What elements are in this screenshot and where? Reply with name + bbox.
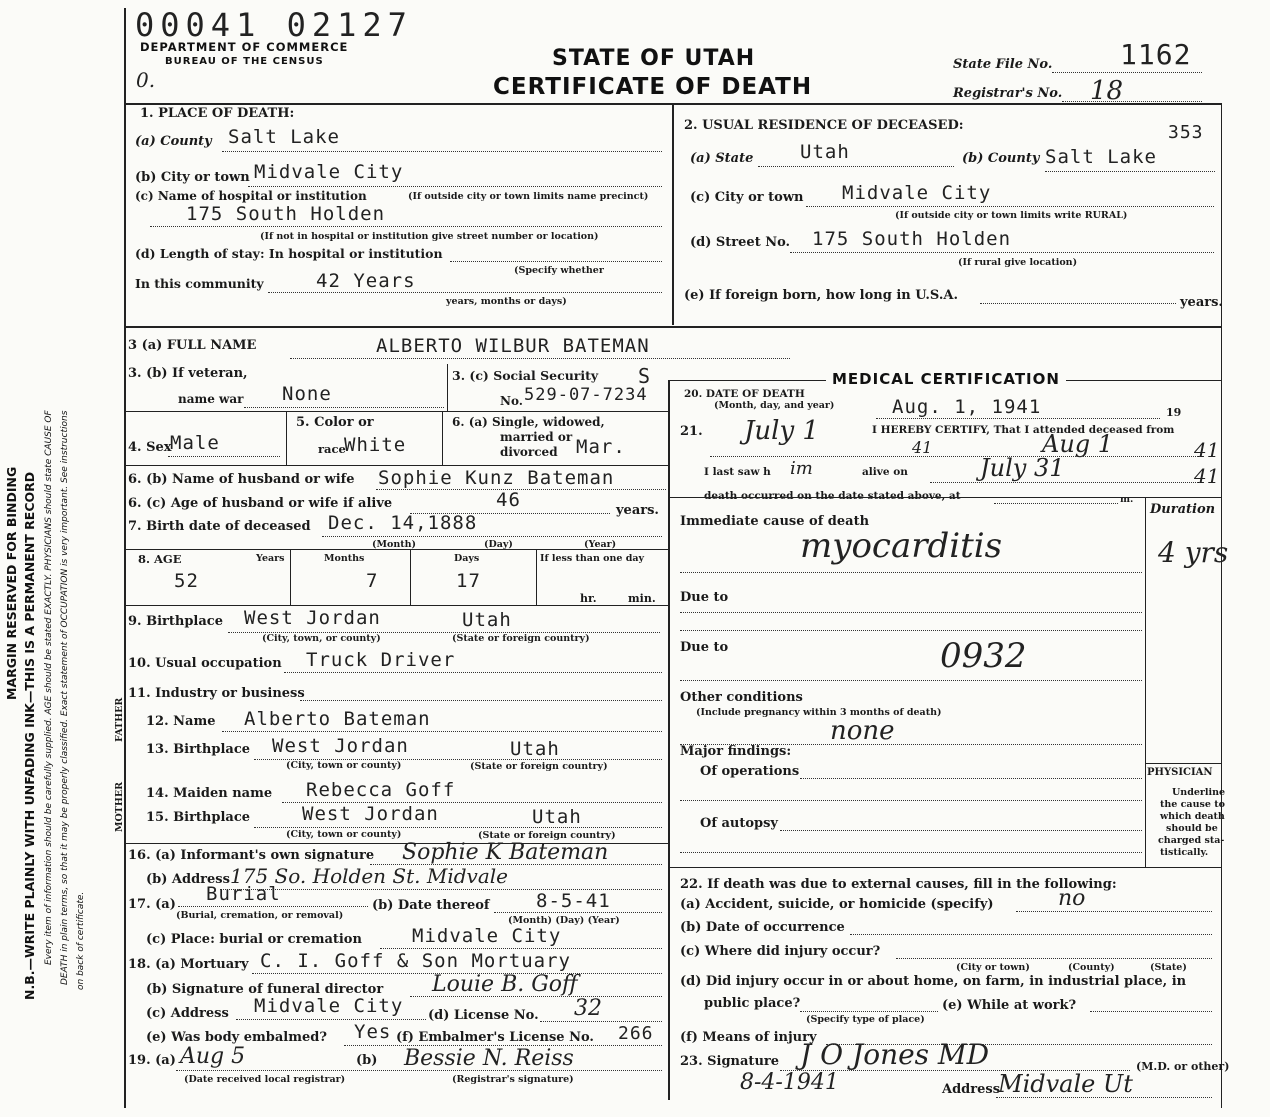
operations-underline-2 bbox=[680, 800, 1142, 801]
embalmer-license-value: 266 bbox=[618, 1023, 654, 1044]
birthplace-state-caption: (State or foreign country) bbox=[452, 633, 590, 644]
row-rule-age bbox=[124, 605, 668, 606]
age-months-caption: Months bbox=[324, 553, 365, 564]
death-year-suffix: 19 bbox=[1166, 406, 1182, 419]
veteran-ss-divider bbox=[447, 364, 448, 412]
mother-side-label: MOTHER bbox=[114, 782, 125, 832]
operations-label: Of operations bbox=[700, 764, 800, 779]
age-label: 8. AGE bbox=[138, 552, 182, 566]
public-place-label: public place? bbox=[704, 996, 801, 1011]
instructions-line-3: on back of certificate. bbox=[76, 891, 86, 990]
father-city-caption: (City, town or county) bbox=[286, 760, 402, 771]
occurrence-label: (b) Date of occurrence bbox=[680, 920, 845, 935]
birth-label: 7. Birth date of deceased bbox=[128, 519, 311, 534]
registrar-number-label: Registrar's No. bbox=[953, 86, 1063, 101]
operations-underline bbox=[800, 778, 1142, 779]
director-label: (b) Signature of funeral director bbox=[146, 982, 384, 997]
burial-place: Midvale City bbox=[412, 925, 562, 947]
due-to-2-label: Due to bbox=[680, 640, 729, 655]
father-name-value: Alberto Bateman bbox=[244, 708, 431, 730]
embalmer-license-label: (f) Embalmer's License No. bbox=[396, 1030, 594, 1045]
sex-label: 4. Sex bbox=[128, 440, 172, 455]
burial-place-underline bbox=[380, 948, 662, 949]
frame-left bbox=[124, 8, 126, 1108]
medical-heading: MEDICAL CERTIFICATION bbox=[826, 370, 1066, 388]
death-occurred-underline bbox=[994, 503, 1118, 504]
duration-label: Duration bbox=[1150, 502, 1216, 517]
cause-value: myocarditis bbox=[800, 526, 1003, 566]
registrar-date: Aug 5 bbox=[180, 1044, 246, 1069]
age-lessday-caption: If less than one day bbox=[540, 553, 645, 564]
corner-mark: 0. bbox=[136, 68, 156, 92]
race-value: White bbox=[344, 434, 407, 456]
date-received-note: (Date received local registrar) bbox=[184, 1074, 346, 1085]
residence-heading: 2. USUAL RESIDENCE OF DECEASED: bbox=[684, 118, 964, 133]
cause-code: 0932 bbox=[940, 636, 1027, 676]
pod-stay-label: (d) Length of stay: In hospital or institution bbox=[135, 246, 443, 261]
burial-method: Burial bbox=[206, 883, 281, 905]
cause-label: Immediate cause of death bbox=[680, 514, 870, 529]
mortuary-address: Midvale City bbox=[254, 995, 404, 1017]
res-county-label: (b) County bbox=[962, 151, 1040, 166]
pod-hospital-value: 175 South Holden bbox=[186, 203, 386, 225]
medical-bottom-rule bbox=[668, 867, 1222, 868]
age-days-value: 17 bbox=[456, 570, 481, 592]
accident-underline bbox=[1016, 911, 1212, 912]
registrar-sig-note: (Registrar's signature) bbox=[452, 1074, 574, 1085]
birth-underline bbox=[322, 536, 662, 537]
autopsy-label: Of autopsy bbox=[700, 816, 778, 831]
mortuary-address-label: (c) Address bbox=[146, 1006, 229, 1021]
instructions-line-1: Every item of information should be carefully supplied. AGE should be stated EXACTLY. PHYSICIANS should state CAUSE OF bbox=[44, 410, 54, 965]
accident-label: (a) Accident, suicide, or homicide (specify) bbox=[680, 897, 994, 912]
where-city-caption: (City or town) bbox=[956, 962, 1030, 973]
attended-to: Aug 1 bbox=[1042, 430, 1114, 458]
res-rural-note: (If rural give location) bbox=[958, 257, 1078, 268]
color-marital-divider bbox=[442, 411, 443, 465]
sex-color-divider bbox=[286, 411, 287, 465]
death-date-underline bbox=[876, 418, 1160, 419]
state-file-number: 1162 bbox=[1120, 38, 1192, 71]
m-label: m. bbox=[1120, 494, 1134, 505]
registrar-underline bbox=[176, 1070, 662, 1071]
age-min-label: min. bbox=[628, 592, 656, 605]
res-street-value: 175 South Holden bbox=[812, 228, 1012, 250]
external-heading: 22. If death was due to external causes, fill in the following: bbox=[680, 877, 1117, 892]
registrar-b-label: (b) bbox=[356, 1053, 378, 1068]
father-birthplace-label: 13. Birthplace bbox=[146, 742, 251, 757]
pod-community-value: 42 Years bbox=[316, 270, 416, 292]
director-underline bbox=[410, 996, 662, 997]
age-divider-3 bbox=[536, 549, 537, 605]
corner-number: 353 bbox=[1168, 122, 1204, 143]
mother-maiden-value: Rebecca Goff bbox=[306, 779, 456, 801]
burial-date-underline bbox=[494, 912, 662, 913]
res-state-label: (a) State bbox=[690, 151, 754, 166]
mother-birthplace-state: Utah bbox=[532, 806, 582, 828]
public-place-underline bbox=[800, 1011, 938, 1012]
alive-on-label: alive on bbox=[862, 466, 908, 478]
birth-month-caption: (Month) bbox=[372, 539, 417, 550]
physician-box-line-3: which death bbox=[1160, 811, 1225, 822]
bureau-label: BUREAU OF THE CENSUS bbox=[165, 56, 324, 67]
pod-community-label: In this community bbox=[135, 276, 264, 291]
physician-box-title: PHYSICIAN bbox=[1147, 767, 1213, 778]
burial-label: 17. (a) bbox=[128, 897, 176, 912]
row-rule-veteran bbox=[124, 411, 668, 412]
duration-divider bbox=[1145, 497, 1146, 867]
registrar-underline bbox=[1062, 101, 1202, 102]
father-birthplace-state: Utah bbox=[510, 738, 560, 760]
age-divider-2 bbox=[410, 549, 411, 605]
father-side-label: FATHER bbox=[114, 697, 125, 742]
pod-city-label: (b) City or town bbox=[135, 170, 250, 185]
burial-place-label: (c) Place: burial or cremation bbox=[146, 932, 362, 947]
type-of-place-caption: (Specify type of place) bbox=[806, 1014, 925, 1025]
birthplace-city-value: West Jordan bbox=[244, 607, 381, 629]
license-value: 32 bbox=[574, 996, 602, 1021]
attended-from-year: 41 bbox=[912, 438, 933, 457]
where-label: (c) Where did injury occur? bbox=[680, 944, 881, 959]
certify-num: 21. bbox=[680, 424, 703, 439]
pod-ymd-note: years, months or days) bbox=[446, 296, 567, 307]
spouse-age-value: 46 bbox=[496, 489, 521, 511]
death-date-value: Aug. 1, 1941 bbox=[892, 396, 1042, 418]
physician-box-top bbox=[1145, 763, 1222, 764]
permanent-record-note: N.B.—WRITE PLAINLY WITH UNFADING INK—THIS IS A PERMANENT RECORD bbox=[22, 471, 37, 1000]
res-city-underline bbox=[806, 206, 1214, 207]
pod-hospital-note: (If not in hospital or institution give street number or location) bbox=[260, 231, 599, 242]
war-underline bbox=[244, 407, 444, 408]
sex-underline bbox=[168, 456, 280, 457]
father-name-underline bbox=[222, 731, 662, 732]
due-to-2-underline bbox=[680, 680, 1142, 681]
burial-date: 8-5-41 bbox=[536, 890, 611, 912]
industry-underline bbox=[300, 700, 662, 701]
pod-county-underline bbox=[222, 151, 662, 152]
section-rule-1 bbox=[124, 326, 1222, 328]
birthplace-label: 9. Birthplace bbox=[128, 614, 223, 629]
burial-method-underline bbox=[178, 906, 368, 907]
major-findings-label: Major findings: bbox=[680, 744, 792, 759]
physician-address: Midvale Ut bbox=[998, 1070, 1133, 1098]
last-saw-label: I last saw h bbox=[704, 466, 771, 478]
war-value: None bbox=[282, 383, 332, 405]
pod-city-value: Midvale City bbox=[254, 161, 404, 183]
war-label: name war bbox=[178, 392, 244, 406]
pod-county-label: (a) County bbox=[135, 134, 212, 149]
res-county-underline bbox=[1045, 171, 1215, 172]
mother-birthplace-label: 15. Birthplace bbox=[146, 810, 251, 825]
pod-hospital-label: (c) Name of hospital or institution bbox=[135, 189, 367, 203]
mortuary-address-underline bbox=[236, 1019, 426, 1020]
informant-address: 175 So. Holden St. Midvale bbox=[230, 864, 508, 888]
marital-label-3: divorced bbox=[500, 445, 558, 459]
occupation-underline bbox=[284, 672, 662, 673]
fullname-label: 3 (a) FULL NAME bbox=[128, 338, 257, 353]
mortuary-label: 18. (a) Mortuary bbox=[128, 957, 249, 972]
duration-value: 4 yrs bbox=[1158, 536, 1229, 569]
other-conditions-label: Other conditions bbox=[680, 690, 803, 705]
res-foreign-label: (e) If foreign born, how long in U.S.A. bbox=[684, 288, 958, 303]
registrar-signature: Bessie N. Reiss bbox=[404, 1046, 574, 1071]
informant-sig-label: 16. (a) Informant's own signature bbox=[128, 848, 375, 863]
state-file-label: State File No. bbox=[953, 57, 1053, 72]
embalmed-value: Yes bbox=[354, 1021, 392, 1043]
spouse-years-label: years. bbox=[616, 503, 659, 518]
marital-label-1: 6. (a) Single, widowed, bbox=[452, 415, 605, 429]
res-years-label: years. bbox=[1180, 295, 1223, 310]
mother-birthplace-city: West Jordan bbox=[302, 803, 439, 825]
ss-mark: S bbox=[638, 364, 652, 388]
ss-label: 3. (c) Social Security bbox=[452, 368, 599, 383]
attended-from: July 1 bbox=[744, 416, 819, 446]
pod-community-underline bbox=[268, 292, 662, 293]
embalmed-label: (e) Was body embalmed? bbox=[146, 1030, 327, 1045]
certify-text: I HEREBY CERTIFY, That I attended deceased from bbox=[872, 424, 1175, 436]
ss-no-label: No. bbox=[500, 394, 523, 408]
other-conditions-note: (Include pregnancy within 3 months of death) bbox=[696, 707, 942, 718]
autopsy-underline bbox=[780, 830, 1142, 831]
spouse-underline bbox=[376, 489, 666, 490]
informant-addr-label: (b) Address bbox=[146, 872, 230, 887]
means-label: (f) Means of injury bbox=[680, 1030, 817, 1045]
occurrence-underline bbox=[850, 934, 1212, 935]
burial-date-label: (b) Date thereof bbox=[372, 898, 490, 913]
occupation-label: 10. Usual occupation bbox=[128, 656, 282, 671]
place-of-death-heading: 1. PLACE OF DEATH: bbox=[140, 106, 295, 121]
pod-city-underline bbox=[248, 186, 662, 187]
attended-to-year: 41 bbox=[1194, 438, 1220, 462]
fullname-value: ALBERTO WILBUR BATEMAN bbox=[376, 335, 650, 357]
row-rule-sex bbox=[124, 465, 668, 466]
spouse-age-label: 6. (c) Age of husband or wife if alive bbox=[128, 496, 393, 511]
res-foreign-underline bbox=[980, 303, 1176, 304]
death-date-note: (Month, day, and year) bbox=[714, 400, 835, 411]
physician-box-line-5: charged sta- bbox=[1158, 835, 1225, 846]
physician-box-line-6: tistically. bbox=[1160, 847, 1209, 858]
fullname-underline bbox=[290, 358, 790, 359]
age-years-caption: Years bbox=[256, 553, 285, 564]
res-street-label: (d) Street No. bbox=[690, 235, 791, 250]
veteran-label: 3. (b) If veteran, bbox=[128, 366, 248, 381]
mortuary-value: C. I. Goff & Son Mortuary bbox=[260, 950, 571, 972]
res-city-value: Midvale City bbox=[842, 182, 992, 204]
color-label: 5. Color or bbox=[296, 415, 374, 430]
father-birthplace-city: West Jordan bbox=[272, 735, 409, 757]
mother-state-caption: (State or foreign country) bbox=[478, 830, 616, 841]
registrar-sig-label: 19. (a) bbox=[128, 1053, 176, 1068]
mother-maiden-label: 14. Maiden name bbox=[146, 786, 273, 801]
birthplace-state-value: Utah bbox=[462, 609, 512, 631]
pod-county-value: Salt Lake bbox=[228, 126, 340, 148]
res-county-value: Salt Lake bbox=[1045, 146, 1157, 168]
where-underline bbox=[896, 958, 1212, 959]
res-street-underline bbox=[790, 252, 1214, 253]
occupation-value: Truck Driver bbox=[306, 649, 456, 671]
autopsy-underline-2 bbox=[680, 852, 1142, 853]
state-file-underline bbox=[1052, 72, 1202, 73]
last-alive-date: July 31 bbox=[980, 454, 1065, 482]
md-or-other-label: (M.D. or other) bbox=[1136, 1060, 1230, 1073]
physician-box-line-4: should be bbox=[1166, 823, 1218, 834]
cert-rule bbox=[668, 497, 1222, 498]
row-rule-birth bbox=[124, 549, 668, 550]
industry-label: 11. Industry or business bbox=[128, 686, 305, 701]
while-at-work-label: (e) While at work? bbox=[942, 998, 1077, 1013]
birth-year-caption: (Year) bbox=[584, 539, 617, 550]
mother-birthplace-underline bbox=[254, 827, 662, 828]
binding-note: MARGIN RESERVED FOR BINDING bbox=[4, 466, 19, 700]
res-state-value: Utah bbox=[800, 141, 850, 163]
res-city-label: (c) City or town bbox=[690, 190, 804, 205]
last-saw-mid: im bbox=[790, 458, 813, 479]
physician-date: 8-4-1941 bbox=[740, 1070, 839, 1095]
physician-sig-label: 23. Signature bbox=[680, 1054, 780, 1069]
burial-method-note: (Burial, cremation, or removal) bbox=[176, 910, 344, 921]
due-to-1b-underline bbox=[680, 630, 1142, 631]
father-name-label: 12. Name bbox=[146, 714, 216, 729]
physician-box-line-2: the cause to bbox=[1160, 799, 1225, 810]
license-underline bbox=[540, 1021, 662, 1022]
pod-stay-underline bbox=[450, 261, 662, 262]
accident-value: no bbox=[1058, 886, 1086, 911]
age-divider-1 bbox=[290, 549, 291, 605]
serial-number: 00041 02127 bbox=[135, 6, 413, 44]
mother-city-caption: (City, town or county) bbox=[286, 829, 402, 840]
age-months-value: 7 bbox=[366, 570, 379, 592]
frame-right bbox=[1221, 103, 1222, 1108]
last-alive-underline bbox=[930, 482, 1200, 483]
center-divider-top bbox=[672, 103, 674, 325]
center-divider-bottom bbox=[668, 380, 670, 1100]
where-county-caption: (County) bbox=[1068, 962, 1115, 973]
where-state-caption: (State) bbox=[1150, 962, 1187, 973]
attended-underline bbox=[710, 456, 1200, 457]
due-to-1-underline bbox=[680, 612, 1142, 613]
license-label: (d) License No. bbox=[428, 1008, 539, 1023]
other-conditions-value: none bbox=[830, 716, 895, 746]
last-alive-year: 41 bbox=[1194, 464, 1220, 488]
death-occurred-label: death occurred on the date stated above, at bbox=[704, 490, 961, 502]
pod-specify-note: (Specify whether bbox=[514, 265, 604, 276]
physician-address-label: Address bbox=[942, 1082, 1001, 1097]
due-to-1-label: Due to bbox=[680, 590, 729, 605]
spouse-label: 6. (b) Name of husband or wife bbox=[128, 472, 355, 487]
home-label: (d) Did injury occur in or about home, on farm, in industrial place, in bbox=[680, 974, 1187, 989]
cause-underline bbox=[680, 572, 1142, 573]
department-label: DEPARTMENT OF COMMERCE bbox=[140, 40, 349, 54]
birthplace-city-caption: (City, town, or county) bbox=[262, 633, 381, 644]
res-state-underline bbox=[758, 166, 954, 167]
physician-signature: J O Jones MD bbox=[800, 1038, 990, 1071]
certificate-title: CERTIFICATE OF DEATH bbox=[493, 74, 813, 100]
age-days-caption: Days bbox=[454, 553, 480, 564]
age-years-value: 52 bbox=[174, 570, 199, 592]
burial-date-note: (Month) (Day) (Year) bbox=[508, 915, 620, 926]
registrar-number: 18 bbox=[1090, 76, 1124, 106]
instructions-line-2: DEATH in plain terms, so that it may be properly classified. Exact statement of OCCUPATION is very important. See instructions bbox=[60, 410, 70, 985]
director-signature: Louie B. Goff bbox=[432, 972, 578, 997]
spouse-value: Sophie Kunz Bateman bbox=[378, 467, 615, 489]
state-title: STATE OF UTAH bbox=[552, 46, 756, 71]
father-state-caption: (State or foreign country) bbox=[470, 761, 608, 772]
pod-hospital-underline bbox=[150, 226, 662, 227]
pod-outside-note: (If outside city or town limits name precinct) bbox=[408, 191, 649, 202]
birth-value: Dec. 14,1888 bbox=[328, 512, 478, 534]
physician-box-line-1: Underline bbox=[1172, 787, 1226, 798]
race-label: race bbox=[318, 442, 346, 456]
informant-signature: Sophie K Bateman bbox=[402, 840, 609, 865]
while-at-work-underline bbox=[1090, 1011, 1212, 1012]
physician-address-underline bbox=[996, 1097, 1212, 1098]
sex-value: Male bbox=[170, 432, 220, 454]
marital-value: Mar. bbox=[576, 436, 626, 458]
ss-value: 529-07-7234 bbox=[524, 385, 648, 405]
birth-day-caption: (Day) bbox=[484, 539, 513, 550]
res-city-note: (If outside city or town limits write RURAL) bbox=[895, 210, 1128, 221]
age-hr-label: hr. bbox=[580, 592, 597, 605]
death-date-label: 20. DATE OF DEATH bbox=[684, 388, 805, 400]
marital-label-2: married or bbox=[500, 430, 573, 444]
